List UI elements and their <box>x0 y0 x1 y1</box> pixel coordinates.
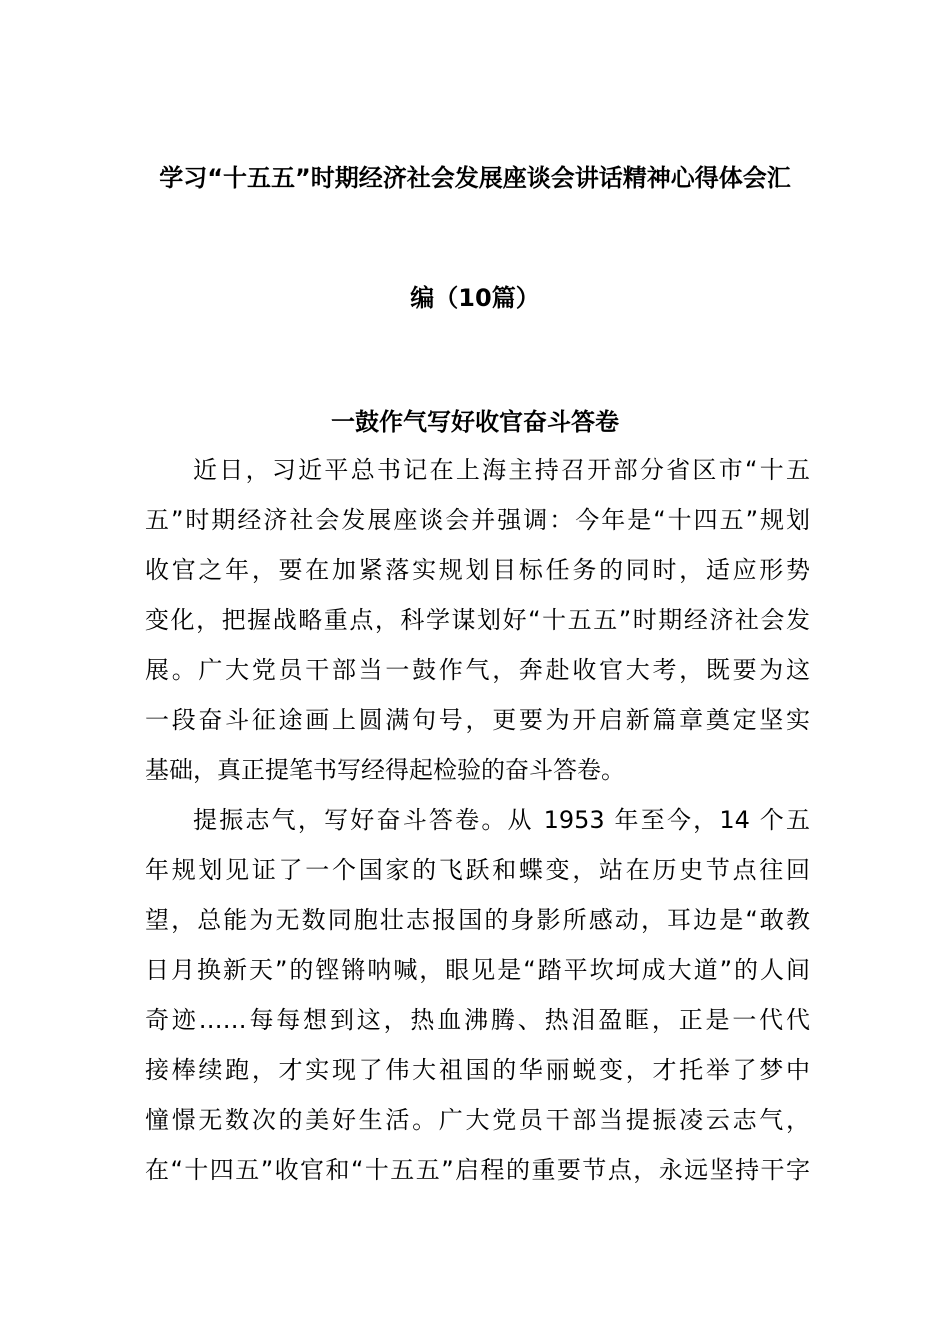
body-text <box>145 452 810 1202</box>
paragraph-1-line-3: 收官之年，要在加紧落实规划目标任务的同时，适应形势 <box>145 556 810 584</box>
paragraph-1-line-5: 展。广大党员干部当一鼓作气，奔赴收官大考，既要为这 <box>145 656 810 684</box>
paragraph-2-line-8: 在“十四五”收官和“十五五”启程的重要节点，永远坚持干字 <box>145 1156 810 1184</box>
section-heading: 一鼓作气写好收官奋斗答卷 <box>331 408 619 436</box>
paragraph-2-line-7: 憧憬无数次的美好生活。广大党员干部当提振凌云志气， <box>145 1106 810 1134</box>
document-title-line-2: 编（10篇） <box>410 284 540 312</box>
paragraph-2-line-1: 提振志气，写好奋斗答卷。从 1953 年至今，14 个五 <box>193 806 810 834</box>
paragraph-1-line-6: 一段奋斗征途画上圆满句号，更要为开启新篇章奠定坚实 <box>145 706 810 734</box>
paragraph-1-line-1: 近日，习近平总书记在上海主持召开部分省区市“十五 <box>193 456 810 484</box>
paragraph-2-line-2: 年规划见证了一个国家的飞跃和蝶变，站在历史节点往回 <box>145 856 810 884</box>
paragraph-1-line-2: 五”时期经济社会发展座谈会并强调：今年是“十四五”规划 <box>145 506 810 534</box>
paragraph-2-line-3: 望，总能为无数同胞壮志报国的身影所感动，耳边是“敢教 <box>145 906 810 934</box>
paragraph-2-line-5: 奇迹……每每想到这，热血沸腾、热泪盈眶，正是一代代 <box>145 1006 810 1034</box>
paragraph-2-line-6: 接棒续跑，才实现了伟大祖国的华丽蜕变，才托举了梦中 <box>145 1056 810 1084</box>
paragraph-1-line-7: 基础，真正提笔书写经得起检验的奋斗答卷。 <box>145 756 625 784</box>
paragraph-2-line-4: 日月换新天”的铿锵呐喊，眼见是“踏平坎坷成大道”的人间 <box>145 956 810 984</box>
paragraph-1-line-4: 变化，把握战略重点，科学谋划好“十五五”时期经济社会发 <box>145 606 810 634</box>
document-title-line-1: 学习“十五五”时期经济社会发展座谈会讲话精神心得体会汇 <box>159 164 791 192</box>
